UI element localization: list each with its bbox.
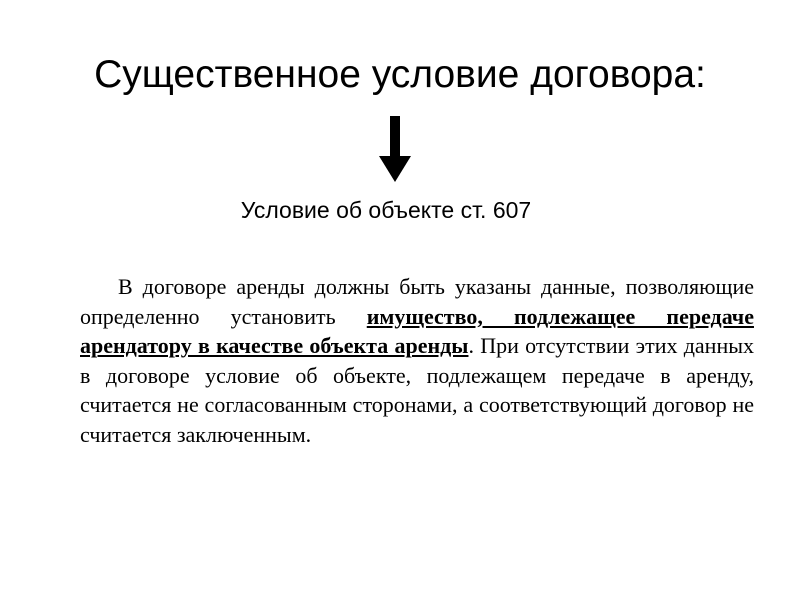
body-text-emphasis: имущество, подлежащее передаче арендатору в качестве объекта аренды [80,303,754,358]
body-text-part1: В договоре аренды должны быть указаны данные, позволяющие определенно установить [80,274,754,329]
article-reference-subheading: Условие об объекте ст. 607 [240,197,532,223]
body-paragraph [80,272,754,449]
body-text-part2: . При отсутствии этих данных в договоре условие об объекте, подлежащем передаче в аренду, считается не согласованным сторонами, а соответствующий договор не считается заключенным. [80,333,754,447]
down-arrow-icon [379,116,411,182]
slide-title: Существенное условие договора: [94,53,706,96]
